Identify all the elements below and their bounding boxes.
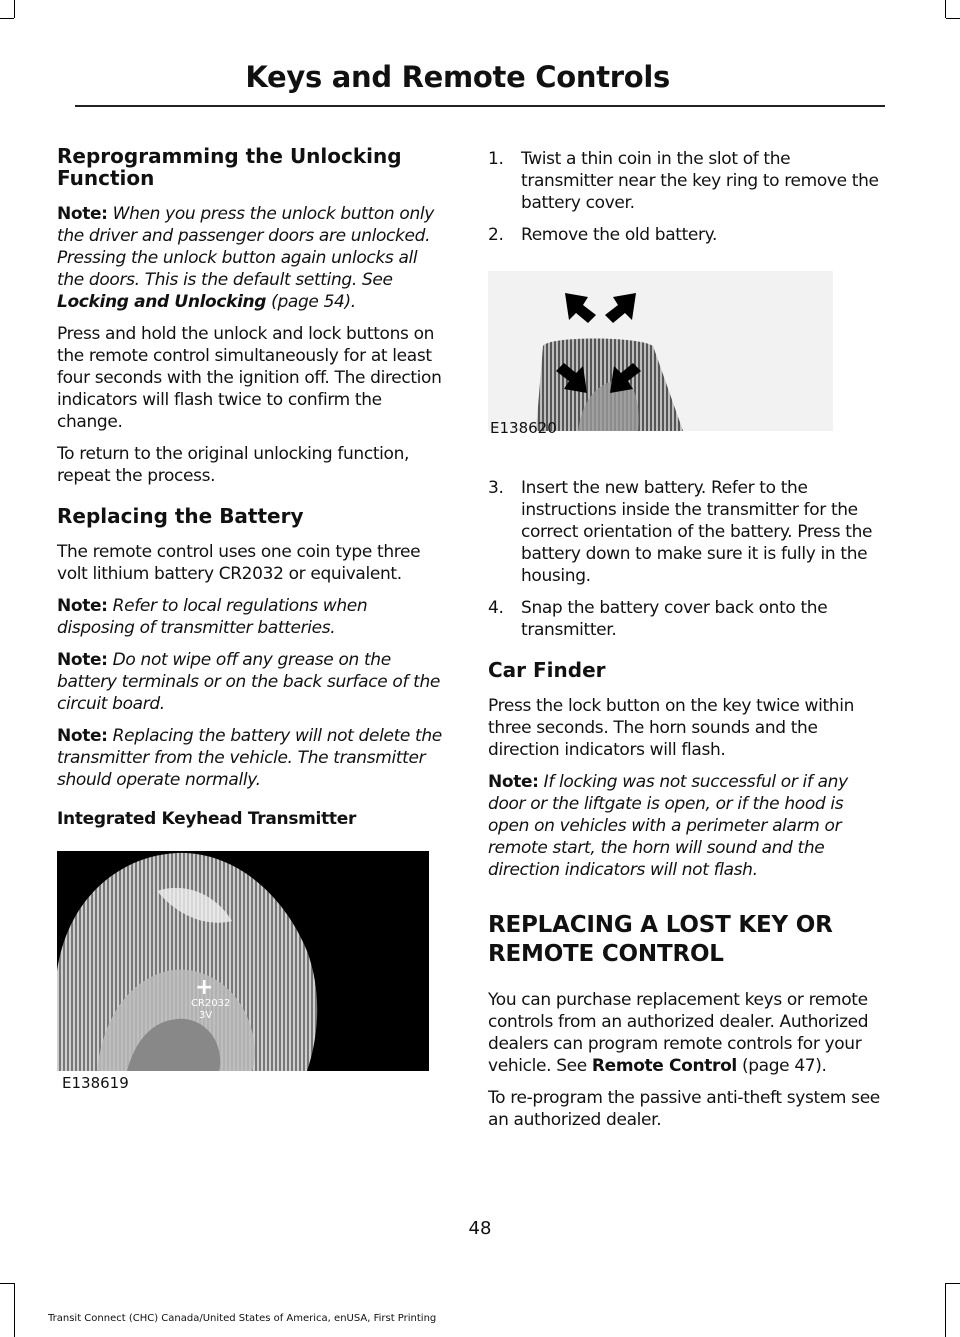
crop-mark (945, 1283, 946, 1337)
note-replacing: Note: Replacing the battery will not delete the transmitter from the vehicle. The transmitter should operate normally. (57, 726, 442, 790)
paragraph-press-hold: Press and hold the unlock and lock buttons on the remote control simultaneously for at least four seconds with the ignition off. The direction indicators will flash twice to confirm the change. (57, 324, 442, 432)
left-column (57, 145, 449, 1101)
list-item: 2. Remove the old battery. (488, 225, 717, 245)
crop-mark (945, 0, 946, 18)
crop-mark (0, 1283, 14, 1284)
plus-sign: + (195, 975, 214, 1000)
page-number: 48 (468, 1218, 492, 1239)
steps-list-a (488, 148, 880, 246)
crop-mark (14, 1283, 15, 1337)
page-header-title: Keys and Remote Controls (245, 60, 670, 94)
link-remote-control[interactable]: Remote Control (591, 1056, 737, 1076)
footer-text: Transit Connect (CHC) Canada/United States of America, enUSA, First Printing (48, 1313, 437, 1324)
crop-mark (0, 18, 14, 19)
figure-caption-e138620: E138620 (490, 419, 557, 437)
paragraph-car-finder: Press the lock button on the key twice within three seconds. The horn sounds and the direction indicators will flash. (488, 696, 855, 760)
paragraph-battery: The remote control uses one coin type three volt lithium battery CR2032 or equivalent. (57, 542, 421, 584)
section-title-car-finder: Car Finder (488, 658, 606, 682)
section-title-battery: Replacing the Battery (57, 504, 304, 528)
list-item: 3. Insert the new battery. Refer to the instructions inside the transmitter for the correct orientation of the battery. Press the battery down to make sure it is fully in the housing. (488, 478, 873, 586)
crop-mark (946, 18, 960, 19)
link-locking-unlocking[interactable]: Locking and Unlocking (57, 292, 267, 312)
note-regulations: Note: Refer to local regulations when disposing of transmitter batteries. (57, 596, 368, 638)
list-item: 1. Twist a thin coin in the slot of the transmitter near the key ring to remove the battery cover. (488, 149, 879, 213)
paragraph-return: To return to the original unlocking function, repeat the process. (57, 444, 410, 486)
crop-mark (946, 1283, 960, 1284)
keyhead-battery-illustration (57, 851, 429, 1093)
battery-removal-illustration (488, 271, 833, 431)
figure-caption-e138619: E138619 (62, 1074, 129, 1092)
section-title-lost-key: REPLACING A LOST KEY OR REMOTE CONTROL (488, 912, 833, 967)
paragraph-lost-key: You can purchase replacement keys or remote controls from an authorized dealer. Authorized dealers can program remote controls for your vehicle. See Remote Control (page 47). (488, 990, 869, 1076)
paragraph-passive-anti-theft: To re-program the passive anti-theft system see an authorized dealer. (488, 1088, 880, 1130)
list-item: 4. Snap the battery cover back onto the transmitter. (488, 598, 828, 640)
note-default-setting: Note: When you press the unlock button only the driver and passenger doors are unlocked. Pressing the unlock button again unlocks all the doors. This is the default setting. See Locking and Unlocking (page 54). (57, 204, 434, 312)
note-locking: Note: If locking was not successful or if any door or the liftgate is open, or if the hood is open on vehicles with a perimeter alarm or remote start, the horn will sound and the direction indicators will not flash. (488, 772, 848, 880)
crop-mark (14, 0, 15, 18)
figure-remove-battery (488, 271, 833, 451)
battery-label-cr2032: CR2032 (191, 998, 231, 1009)
figure-keyhead-transmitter (57, 851, 429, 1093)
right-column (488, 148, 880, 1141)
battery-label-3v: 3V (199, 1010, 213, 1021)
subtitle-integrated-keyhead: Integrated Keyhead Transmitter (57, 809, 357, 829)
note-grease: Note: Do not wipe off any grease on the battery terminals or on the back surface of the circuit board. (57, 650, 440, 714)
header-rule (75, 105, 885, 107)
steps-list-b (488, 477, 880, 641)
section-title-reprogramming: Reprogramming the Unlocking Function (57, 144, 402, 190)
